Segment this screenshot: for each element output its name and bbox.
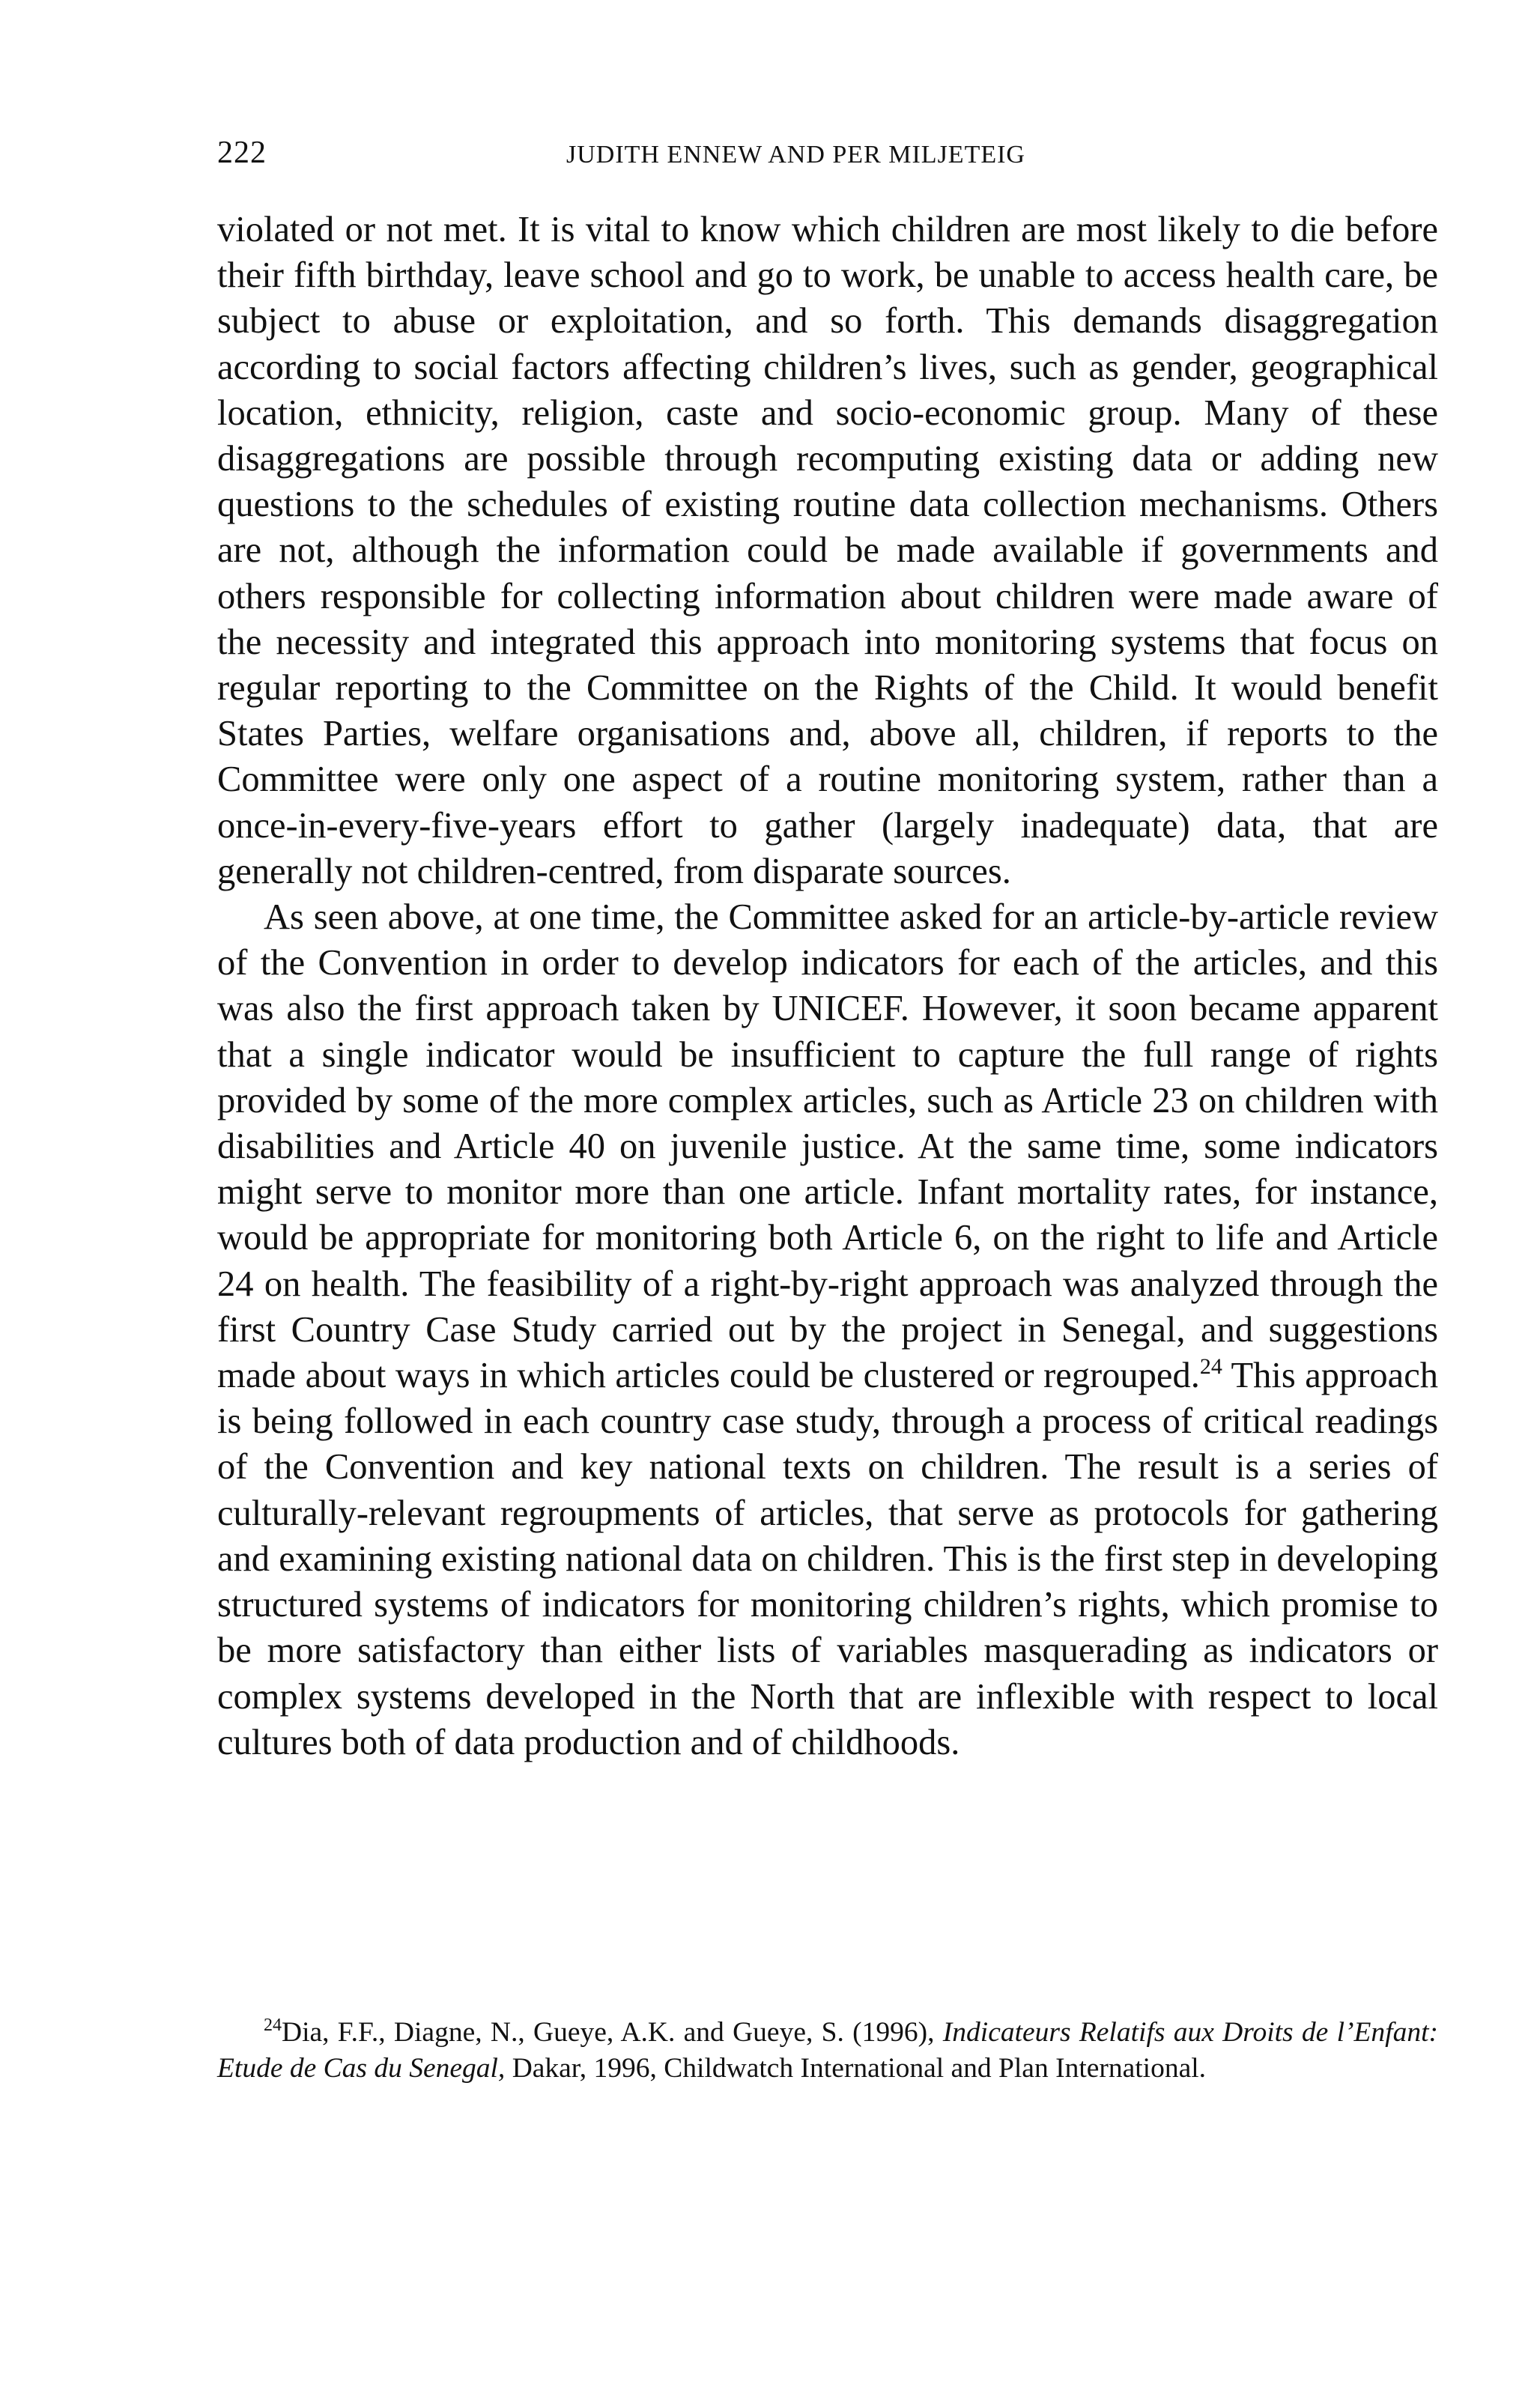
paragraph-1: violated or not met. It is vital to know which children are most likely to die before their fifth birthday, leave school and go to work, be unable to access health care, be subject to abuse or exploitation, and so forth. This demands disaggregation according to social factors affecting children’s lives, such as gender, geographical location, ethnicity, religion, caste and socio-economic group. Many of these disaggregations are possible through recomputing existing data or adding new questions to the schedules of existing routine data collection mechanisms. Others are not, although the information could be made available if governments and others responsible for collecting information about children were made aware of the necessity and integrated this approach into monitoring systems that focus on regular reporting to the Committee on the Rights of the Child. It would benefit States Parties, welfare organisations and, above all, children, if reports to the Committee were only one aspect of a routine monitoring system, rather than a once-in-every-five-years effort to gather (largely inadequate) data, that are generally not children-centred, from disparate sources. xyxy=(217,210,1438,891)
paragraph-2 xyxy=(217,894,1438,1765)
footnote-24 xyxy=(217,2015,1438,2087)
footnote-authors: Dia, F.F., Diagne, N., Gueye, A.K. and Gueye, S. (1996), xyxy=(282,2017,943,2048)
running-head xyxy=(217,135,1438,180)
footnote-title: Indicateurs Relatifs aux Droits de l’Enfant: Etude de Cas du Senegal, xyxy=(217,2017,1439,2084)
footnote-number: 24 xyxy=(264,2016,282,2035)
footnote-reference[interactable]: 24 xyxy=(1199,1354,1222,1380)
paragraph-2-part-1: As seen above, at one time, the Committee asked for an article-by-article review of the Convention in order to develop indicators for each of the articles, and this was also the first approach taken by UNICEF. However, it soon became apparent that a single indicator would be insufficient to capture the full range of rights provided by some of the more complex articles, such as Article 23 on children with disabilities and Article 40 on juvenile justice. At the same time, some indicators might serve to monitor more than one article. Infant mortality rates, for instance, would be appropriate for monitoring both Article 6, on the right to life and Article 24 on health. The feasibility of a right-by-right approach was analyzed through the first Country Case Study carried out by the project in Senegal, and suggestions made about ways in which articles could be clustered or regrouped. xyxy=(217,897,1438,1396)
running-title: JUDITH ENNEW AND PER MILJETEIG xyxy=(566,141,1025,169)
page-number: 222 xyxy=(217,136,267,170)
footnote xyxy=(217,2015,1438,2087)
footnote-publication: Dakar, 1996, Childwatch International and Plan International. xyxy=(505,2053,1207,2084)
body-text xyxy=(217,207,1438,1765)
paragraph-2-part-2: This approach is being followed in each country case study, through a process of critical readings of the Convention and key national texts on children. The result is a series of culturally-relevant regroupments of articles, that serve as protocols for gathering and examining existing national data on children. This is the first step in developing structured systems of indicators for monitoring children’s rights, which promise to be more satisfactory than either lists of variables masquerading as indicators or complex systems developed in the North that are inflexible with respect to local cultures both of data production and of childhoods. xyxy=(217,1356,1438,1762)
